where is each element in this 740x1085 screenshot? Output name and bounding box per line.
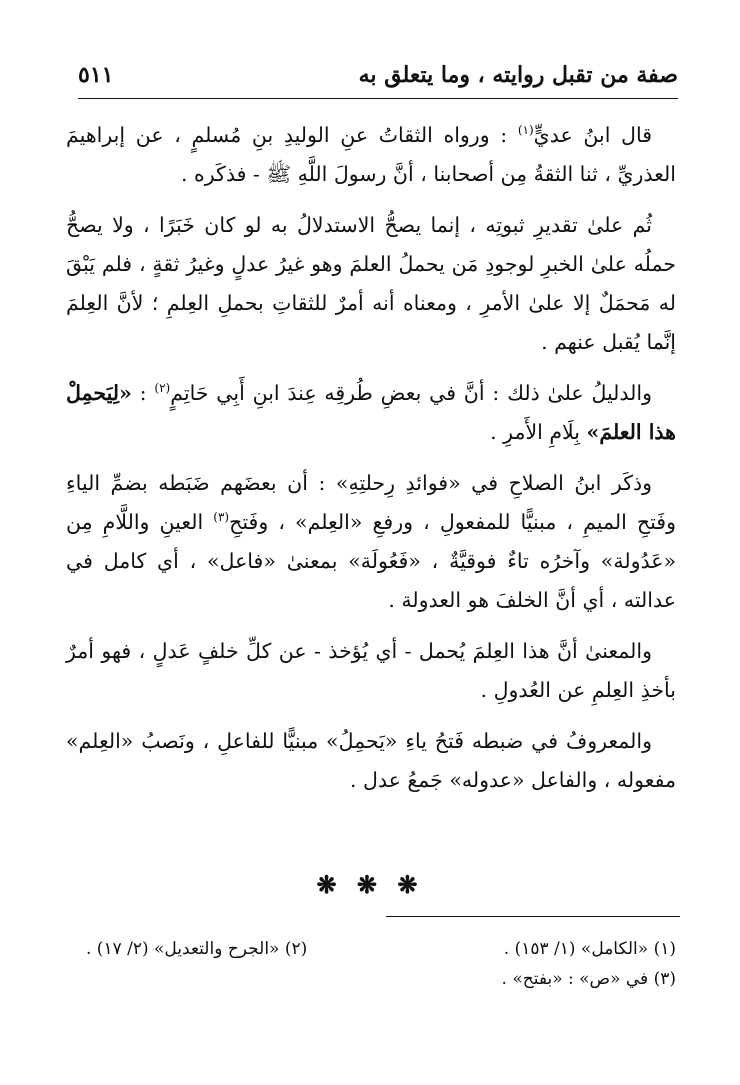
paragraph-3-text-b: : bbox=[131, 381, 155, 405]
paragraph-6: والمعروفُ في ضبطه فَتحُ ياءِ «يَحمِلُ» مبنيًّا للفاعلِ ، ونَصبُ «العِلم» مفعوله ، والفاعل «عدوله» جَمعُ عدل . bbox=[66, 729, 676, 792]
paragraph-1-text-a: قال ابنُ عديٍّ bbox=[533, 123, 652, 147]
footnote-2: (٢) «الجرح والتعديل» (٢/ ١٧) . bbox=[86, 939, 308, 959]
paragraph-3-text-c: بِلَامِ الأَمرِ . bbox=[490, 420, 587, 444]
paragraph-4 bbox=[66, 464, 676, 620]
running-head: صفة من تقبل روايته ، وما يتعلق به bbox=[358, 62, 678, 88]
footnote-ref-1: (١) bbox=[517, 123, 534, 138]
footnote-ref-2: (٢) bbox=[154, 381, 171, 396]
footnote-row-1 bbox=[86, 934, 676, 964]
footnote-3: (٣) في «ص» : «بفتح» . bbox=[501, 969, 676, 989]
footnotes bbox=[86, 934, 676, 994]
paragraph-1 bbox=[66, 116, 676, 194]
paragraph-2: ثُم علىٰ تقديرِ ثبوتِه ، إنما يصحُّ الاستدلالُ به لو كان خَبَرًا ، ولا يصحُّ حملُه علىٰ الخبرِ لوجودِ مَن يحملُ العلمَ وهو غيرُ عدلٍ وغيرُ ثقةٍ ، فلم يَبْقَ له مَحمَلٌ إلا علىٰ الأمرِ ، ومعناه أنه أمرٌ للثقاتِ بحملِ العِلمِ ؛ لأنَّ العِلمَ إنَّما يُقبل عنهم . bbox=[66, 213, 676, 354]
footnote-ref-3: (٣) bbox=[213, 510, 230, 525]
paragraph-4-text-a: وذكَر ابنُ الصلاحِ في «فوائدِ رِحلتِهِ» : أن بعضَهم ضَبَطه بضمِّ الياءِ وفَتحِ الميمِ ، مبنيًّا للمفعولِ ، ورفعِ «العِلم» ، وفَتحِ bbox=[66, 471, 676, 534]
footnote-1: (١) «الكامل» (١/ ١٥٣) . bbox=[503, 939, 676, 959]
quoted-hadith-bold: «لِيَحمِلْ هذا العلمَ» bbox=[66, 381, 676, 444]
footnote-divider bbox=[386, 916, 680, 917]
paragraph-4-text-b: العينِ واللَّامِ مِن «عَدُولة» وآخرُه تاءٌ فوقيَّةٌ ، «فَعُولَة» بمعنىٰ «فاعل» ، أي كامل في عدالته ، أي أنَّ الخلفَ هو العدولة . bbox=[66, 510, 676, 612]
paragraph-5: والمعنىٰ أنَّ هذا العِلمَ يُحمل - أي يُؤخذ - عن كلِّ خلفٍ عَدلٍ ، فهو أمرٌ بأخذِ العِلمِ عن العُدولِ . bbox=[66, 639, 676, 702]
main-text bbox=[66, 116, 676, 812]
page-number: ٥١١ bbox=[78, 62, 114, 88]
paragraph-1-text-b: : ورواه الثقاتُ عنِ الوليدِ بنِ مُسلمٍ ، عن إبراهيمَ العذريِّ ، ثنا الثقةُ مِن أصحابنا ، أنَّ رسولَ اللَّهِ ﷺ - فذكَره . bbox=[66, 123, 676, 186]
paragraph-3 bbox=[66, 374, 676, 452]
section-ornament: ❋ ❋ ❋ bbox=[316, 870, 424, 899]
footnote-row-2 bbox=[86, 964, 676, 994]
paragraph-3-text-a: والدليلُ علىٰ ذلك : أنَّ في بعضِ طُرقِه عِندَ ابنِ أَبِي حَاتِمٍ bbox=[170, 381, 652, 405]
page-header bbox=[78, 58, 678, 99]
